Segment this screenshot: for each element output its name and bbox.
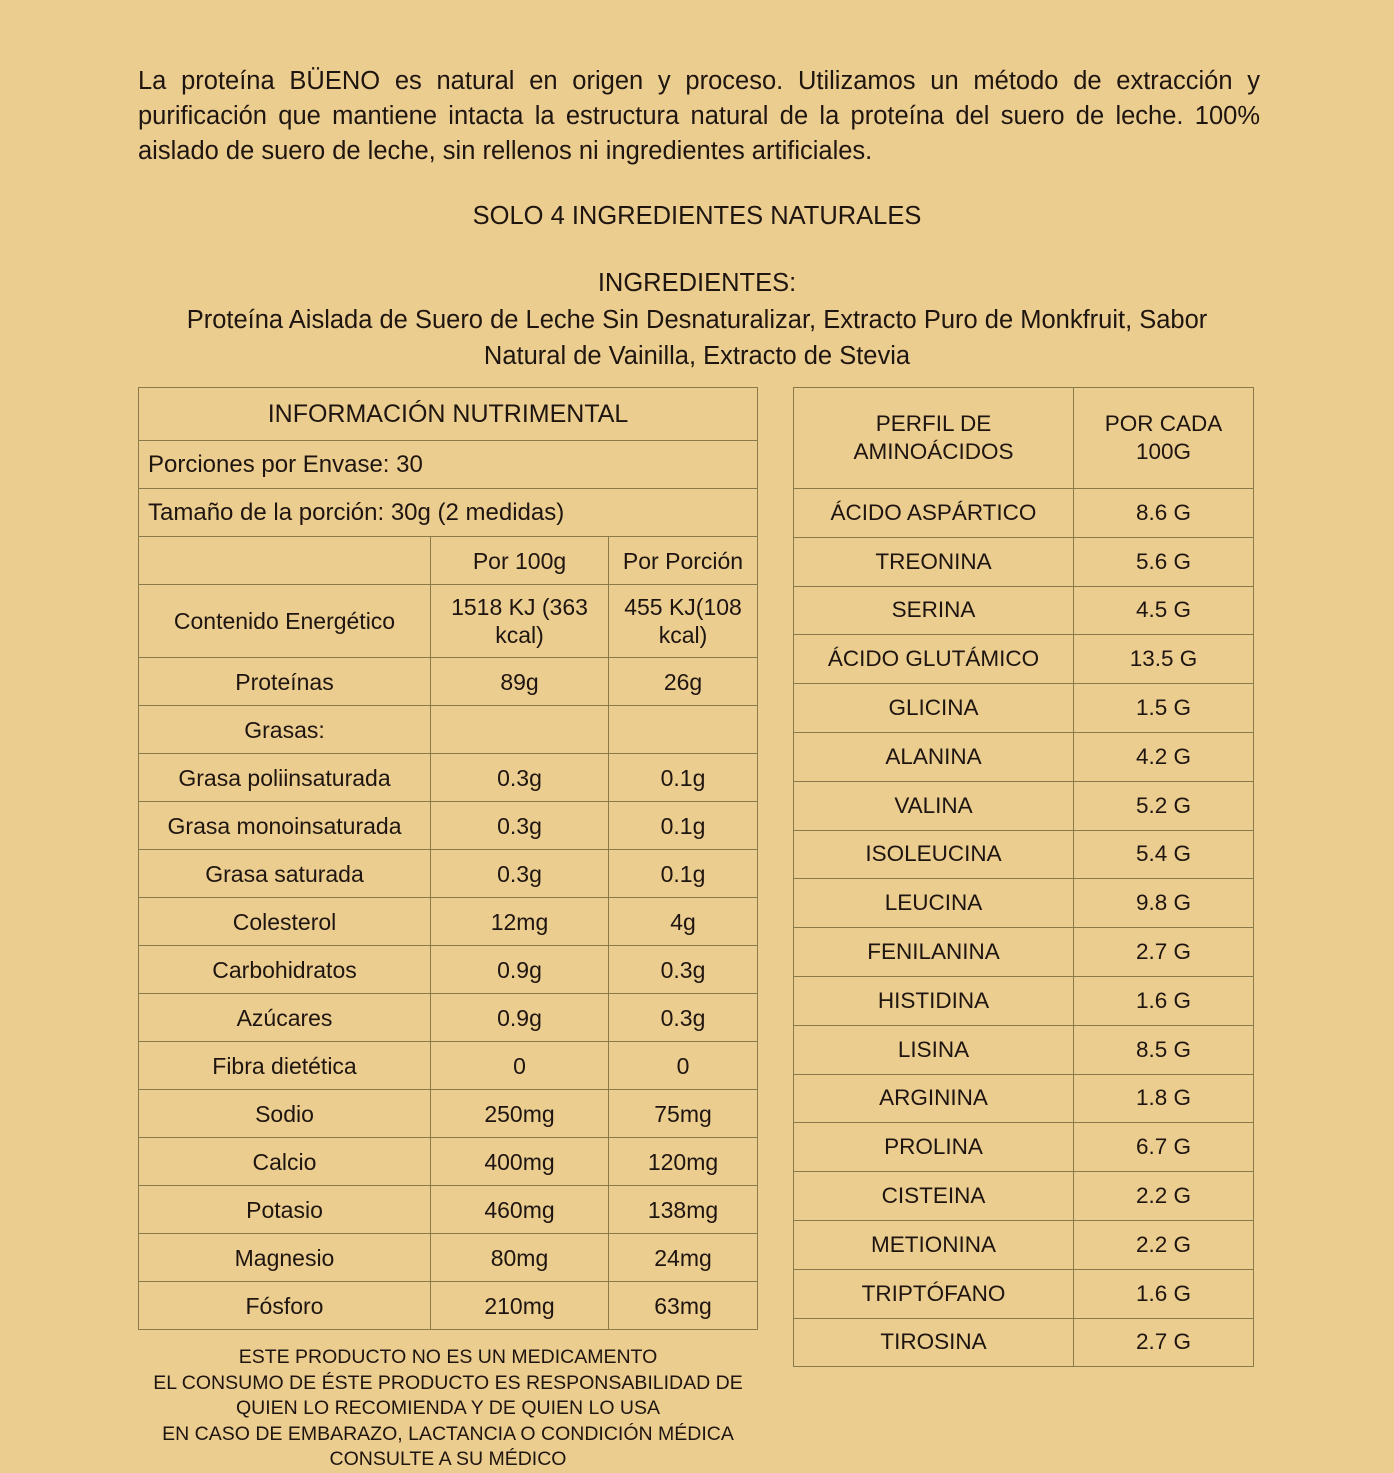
row-value-per-portion: 0 [609, 1042, 758, 1090]
table-row [139, 658, 758, 706]
amino-name: VALINA [794, 781, 1074, 830]
amino-value: 2.2 G [1074, 1220, 1254, 1269]
amino-name: SERINA [794, 586, 1074, 635]
amino-header-name: PERFIL DE AMINOÁCIDOS [794, 388, 1074, 489]
table-row [139, 1186, 758, 1234]
row-value-per-portion: 0.1g [609, 802, 758, 850]
amino-value: 5.2 G [1074, 781, 1254, 830]
row-label: Fibra dietética [139, 1042, 431, 1090]
table-row [794, 1172, 1254, 1221]
row-label: Grasas: [139, 706, 431, 754]
table-row [139, 898, 758, 946]
table-row [794, 684, 1254, 733]
disclaimer-line: EL CONSUMO DE ÉSTE PRODUCTO ES RESPONSABILIDAD DE QUIEN LO RECOMIENDA Y DE QUIEN LO USA [153, 1371, 743, 1419]
row-value-per-100g: 400mg [431, 1138, 609, 1186]
row-value-per-100g: 0 [431, 1042, 609, 1090]
ingredients-list: Proteína Aislada de Suero de Leche Sin Desnaturalizar, Extracto Puro de Monkfruit, Sabor Natural de Vainilla, Extracto de Stevia [186, 306, 1208, 370]
amino-value: 8.5 G [1074, 1025, 1254, 1074]
row-value-per-portion: 120mg [609, 1138, 758, 1186]
row-label: Grasa saturada [139, 850, 431, 898]
amino-name: ALANINA [794, 732, 1074, 781]
amino-name: ARGININA [794, 1074, 1074, 1123]
row-label: Colesterol [139, 898, 431, 946]
nutrition-table-title: INFORMACIÓN NUTRIMENTAL [139, 388, 758, 441]
amino-name: TIROSINA [794, 1318, 1074, 1367]
nutrition-table-body [139, 388, 758, 1330]
amino-value: 1.6 G [1074, 1269, 1254, 1318]
row-value-per-100g: 89g [431, 658, 609, 706]
table-row [794, 1318, 1254, 1367]
amino-name: FENILANINA [794, 928, 1074, 977]
row-value-per-100g: 0.3g [431, 754, 609, 802]
amino-name: GLICINA [794, 684, 1074, 733]
ingredients-heading: INGREDIENTES: [597, 269, 797, 297]
disclaimer-footer [138, 1345, 758, 1473]
row-label: Fósforo [139, 1282, 431, 1330]
row-value-per-portion: 26g [609, 658, 758, 706]
serving-size: Tamaño de la porción: 30g (2 medidas) [139, 489, 758, 537]
amino-value: 5.4 G [1074, 830, 1254, 879]
row-value-per-100g: 0.9g [431, 946, 609, 994]
table-row [794, 879, 1254, 928]
amino-value: 13.5 G [1074, 635, 1254, 684]
amino-header-value: POR CADA 100G [1074, 388, 1254, 489]
table-row [794, 928, 1254, 977]
table-row [794, 976, 1254, 1025]
table-row [794, 1123, 1254, 1172]
table-row [794, 1025, 1254, 1074]
table-row [139, 994, 758, 1042]
row-value-per-portion: 455 KJ(108 kcal) [609, 585, 758, 658]
table-row [794, 830, 1254, 879]
disclaimer-line: EN CASO DE EMBARAZO, LACTANCIA O CONDICIÓN MÉDICA CONSULTE A SU MÉDICO [162, 1422, 734, 1470]
amino-name: LISINA [794, 1025, 1074, 1074]
amino-name: LEUCINA [794, 879, 1074, 928]
amino-name: ÁCIDO ASPÁRTICO [794, 489, 1074, 538]
amino-value: 4.2 G [1074, 732, 1254, 781]
table-row [794, 537, 1254, 586]
row-label: Proteínas [139, 658, 431, 706]
table-row [139, 1138, 758, 1186]
table-row [139, 1234, 758, 1282]
table-row [794, 781, 1254, 830]
row-value-per-portion: 63mg [609, 1282, 758, 1330]
amino-name: TREONINA [794, 537, 1074, 586]
amino-value: 9.8 G [1074, 879, 1254, 928]
row-value-per-100g: 1518 KJ (363 kcal) [431, 585, 609, 658]
amino-value: 1.6 G [1074, 976, 1254, 1025]
amino-value: 5.6 G [1074, 537, 1254, 586]
row-label: Calcio [139, 1138, 431, 1186]
row-value-per-portion: 0.1g [609, 754, 758, 802]
amino-acid-table [793, 387, 1254, 1367]
intro-paragraph: La proteína BÜENO es natural en origen y proceso. Utilizamos un método de extracción y purificación que mantiene intacta la estructura natural de la proteína del suero de leche. 100% aislado de suero de leche, sin rellenos ni ingredientes artificiales. [138, 67, 1260, 165]
column-header-per-portion: Por Porción [609, 537, 758, 585]
table-row [794, 635, 1254, 684]
row-label: Contenido Energético [139, 585, 431, 658]
row-value-per-portion [609, 706, 758, 754]
amino-value: 1.8 G [1074, 1074, 1254, 1123]
amino-value: 4.5 G [1074, 586, 1254, 635]
row-value-per-100g: 0.3g [431, 802, 609, 850]
amino-name: ÁCIDO GLUTÁMICO [794, 635, 1074, 684]
row-value-per-portion: 0.1g [609, 850, 758, 898]
row-value-per-portion: 4g [609, 898, 758, 946]
table-row [139, 706, 758, 754]
row-label: Azúcares [139, 994, 431, 1042]
table-row [139, 850, 758, 898]
table-row [139, 802, 758, 850]
row-value-per-portion: 0.3g [609, 994, 758, 1042]
table-row [139, 441, 758, 489]
amino-name: PROLINA [794, 1123, 1074, 1172]
amino-name: CISTEINA [794, 1172, 1074, 1221]
table-row [794, 732, 1254, 781]
row-label: Sodio [139, 1090, 431, 1138]
table-header-row [794, 388, 1254, 489]
row-label: Potasio [139, 1186, 431, 1234]
amino-value: 8.6 G [1074, 489, 1254, 538]
amino-value: 2.2 G [1074, 1172, 1254, 1221]
row-label: Magnesio [139, 1234, 431, 1282]
row-value-per-100g: 0.9g [431, 994, 609, 1042]
table-row [139, 1282, 758, 1330]
nutrition-table [138, 387, 758, 1330]
amino-value: 2.7 G [1074, 1318, 1254, 1367]
amino-value: 1.5 G [1074, 684, 1254, 733]
column-header-blank [139, 537, 431, 585]
row-value-per-100g: 0.3g [431, 850, 609, 898]
solo-ingredients-heading: SOLO 4 INGREDIENTES NATURALES [472, 202, 922, 230]
row-value-per-100g [431, 706, 609, 754]
column-header-per-100g: Por 100g [431, 537, 609, 585]
table-row [139, 1090, 758, 1138]
table-header-row [139, 537, 758, 585]
servings-per-container: Porciones por Envase: 30 [139, 441, 758, 489]
table-row [794, 1269, 1254, 1318]
table-row [139, 489, 758, 537]
row-value-per-100g: 460mg [431, 1186, 609, 1234]
row-value-per-portion: 138mg [609, 1186, 758, 1234]
table-row [794, 489, 1254, 538]
table-row [139, 585, 758, 658]
table-row [794, 586, 1254, 635]
table-row [139, 1042, 758, 1090]
amino-value: 2.7 G [1074, 928, 1254, 977]
row-value-per-100g: 12mg [431, 898, 609, 946]
disclaimer-line: ESTE PRODUCTO NO ES UN MEDICAMENTO [238, 1346, 658, 1368]
table-row [794, 1220, 1254, 1269]
row-value-per-portion: 0.3g [609, 946, 758, 994]
row-value-per-100g: 250mg [431, 1090, 609, 1138]
row-value-per-100g: 210mg [431, 1282, 609, 1330]
row-label: Grasa monoinsaturada [139, 802, 431, 850]
amino-name: TRIPTÓFANO [794, 1269, 1074, 1318]
table-row [794, 1074, 1254, 1123]
table-row [139, 388, 758, 441]
amino-name: ISOLEUCINA [794, 830, 1074, 879]
table-row [139, 754, 758, 802]
amino-acid-table-body [794, 388, 1254, 1367]
amino-name: METIONINA [794, 1220, 1074, 1269]
amino-name: HISTIDINA [794, 976, 1074, 1025]
amino-value: 6.7 G [1074, 1123, 1254, 1172]
row-value-per-portion: 75mg [609, 1090, 758, 1138]
row-label: Grasa poliinsaturada [139, 754, 431, 802]
row-label: Carbohidratos [139, 946, 431, 994]
row-value-per-portion: 24mg [609, 1234, 758, 1282]
row-value-per-100g: 80mg [431, 1234, 609, 1282]
table-row [139, 946, 758, 994]
